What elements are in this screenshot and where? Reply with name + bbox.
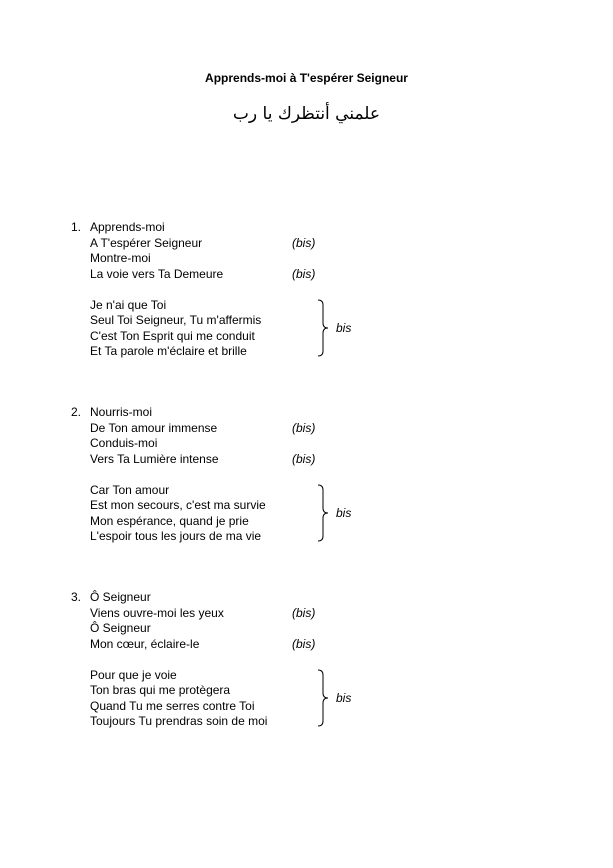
repeat-mark: (bis) xyxy=(292,235,316,250)
refrain-line: Je n'ai que Toi xyxy=(90,297,167,312)
curly-brace-icon xyxy=(316,299,330,357)
couplet-line: Mon cœur, éclaire-le xyxy=(90,636,200,651)
refrain-line: Quand Tu me serres contre Toi xyxy=(90,698,255,713)
couplet-line: De Ton amour immense xyxy=(90,420,218,435)
couplet-line: La voie vers Ta Demeure xyxy=(90,266,224,281)
curly-brace-icon xyxy=(316,669,330,727)
refrain-line: Ton bras qui me protègera xyxy=(90,683,231,697)
refrain-line: Toujours Tu prendras soin de moi xyxy=(90,714,268,728)
refrain-line: Est mon secours, c'est ma survie xyxy=(90,498,266,512)
repeat-mark: (bis) xyxy=(292,636,316,651)
verse-number: 2. xyxy=(71,405,82,419)
refrain-repeat-mark: bis xyxy=(336,691,352,705)
couplet-line: Nourris-moi xyxy=(90,405,153,419)
refrain-line: Mon espérance, quand je prie xyxy=(90,513,249,528)
repeat-mark: (bis) xyxy=(292,451,316,466)
refrain-line: Pour que je voie xyxy=(90,667,177,682)
curly-brace-icon xyxy=(316,484,330,542)
verse-number: 3. xyxy=(71,590,82,604)
couplet-line: Ô Seigneur xyxy=(90,590,151,604)
repeat-mark: (bis) xyxy=(292,266,316,281)
refrain-line: Et Ta parole m'éclaire et brille xyxy=(90,344,247,358)
song-title: Apprends-moi à T'espérer Seigneur xyxy=(205,71,408,85)
couplet-line: Montre-moi xyxy=(90,251,151,265)
refrain-repeat-mark: bis xyxy=(336,321,352,335)
couplet-line: Viens ouvre-moi les yeux xyxy=(90,605,224,620)
couplet-line: Vers Ta Lumière intense xyxy=(90,451,219,466)
refrain-line: C'est Ton Esprit qui me conduit xyxy=(90,328,255,343)
couplet-line: Ô Seigneur xyxy=(90,621,151,635)
couplet-line: Conduis-moi xyxy=(90,436,158,450)
repeat-mark: (bis) xyxy=(292,420,316,435)
verse-number: 1. xyxy=(71,220,82,234)
couplet-line: Apprends-moi xyxy=(90,220,165,234)
refrain-repeat-mark: bis xyxy=(336,506,352,520)
repeat-mark: (bis) xyxy=(292,605,316,620)
refrain-line: Car Ton amour xyxy=(90,482,170,497)
refrain-line: L'espoir tous les jours de ma vie xyxy=(90,529,262,543)
arabic-subtitle: علمني أنتظرك يا رب xyxy=(232,104,381,124)
couplet-line: A T'espérer Seigneur xyxy=(90,235,203,250)
refrain-line: Seul Toi Seigneur, Tu m'affermis xyxy=(90,313,262,327)
